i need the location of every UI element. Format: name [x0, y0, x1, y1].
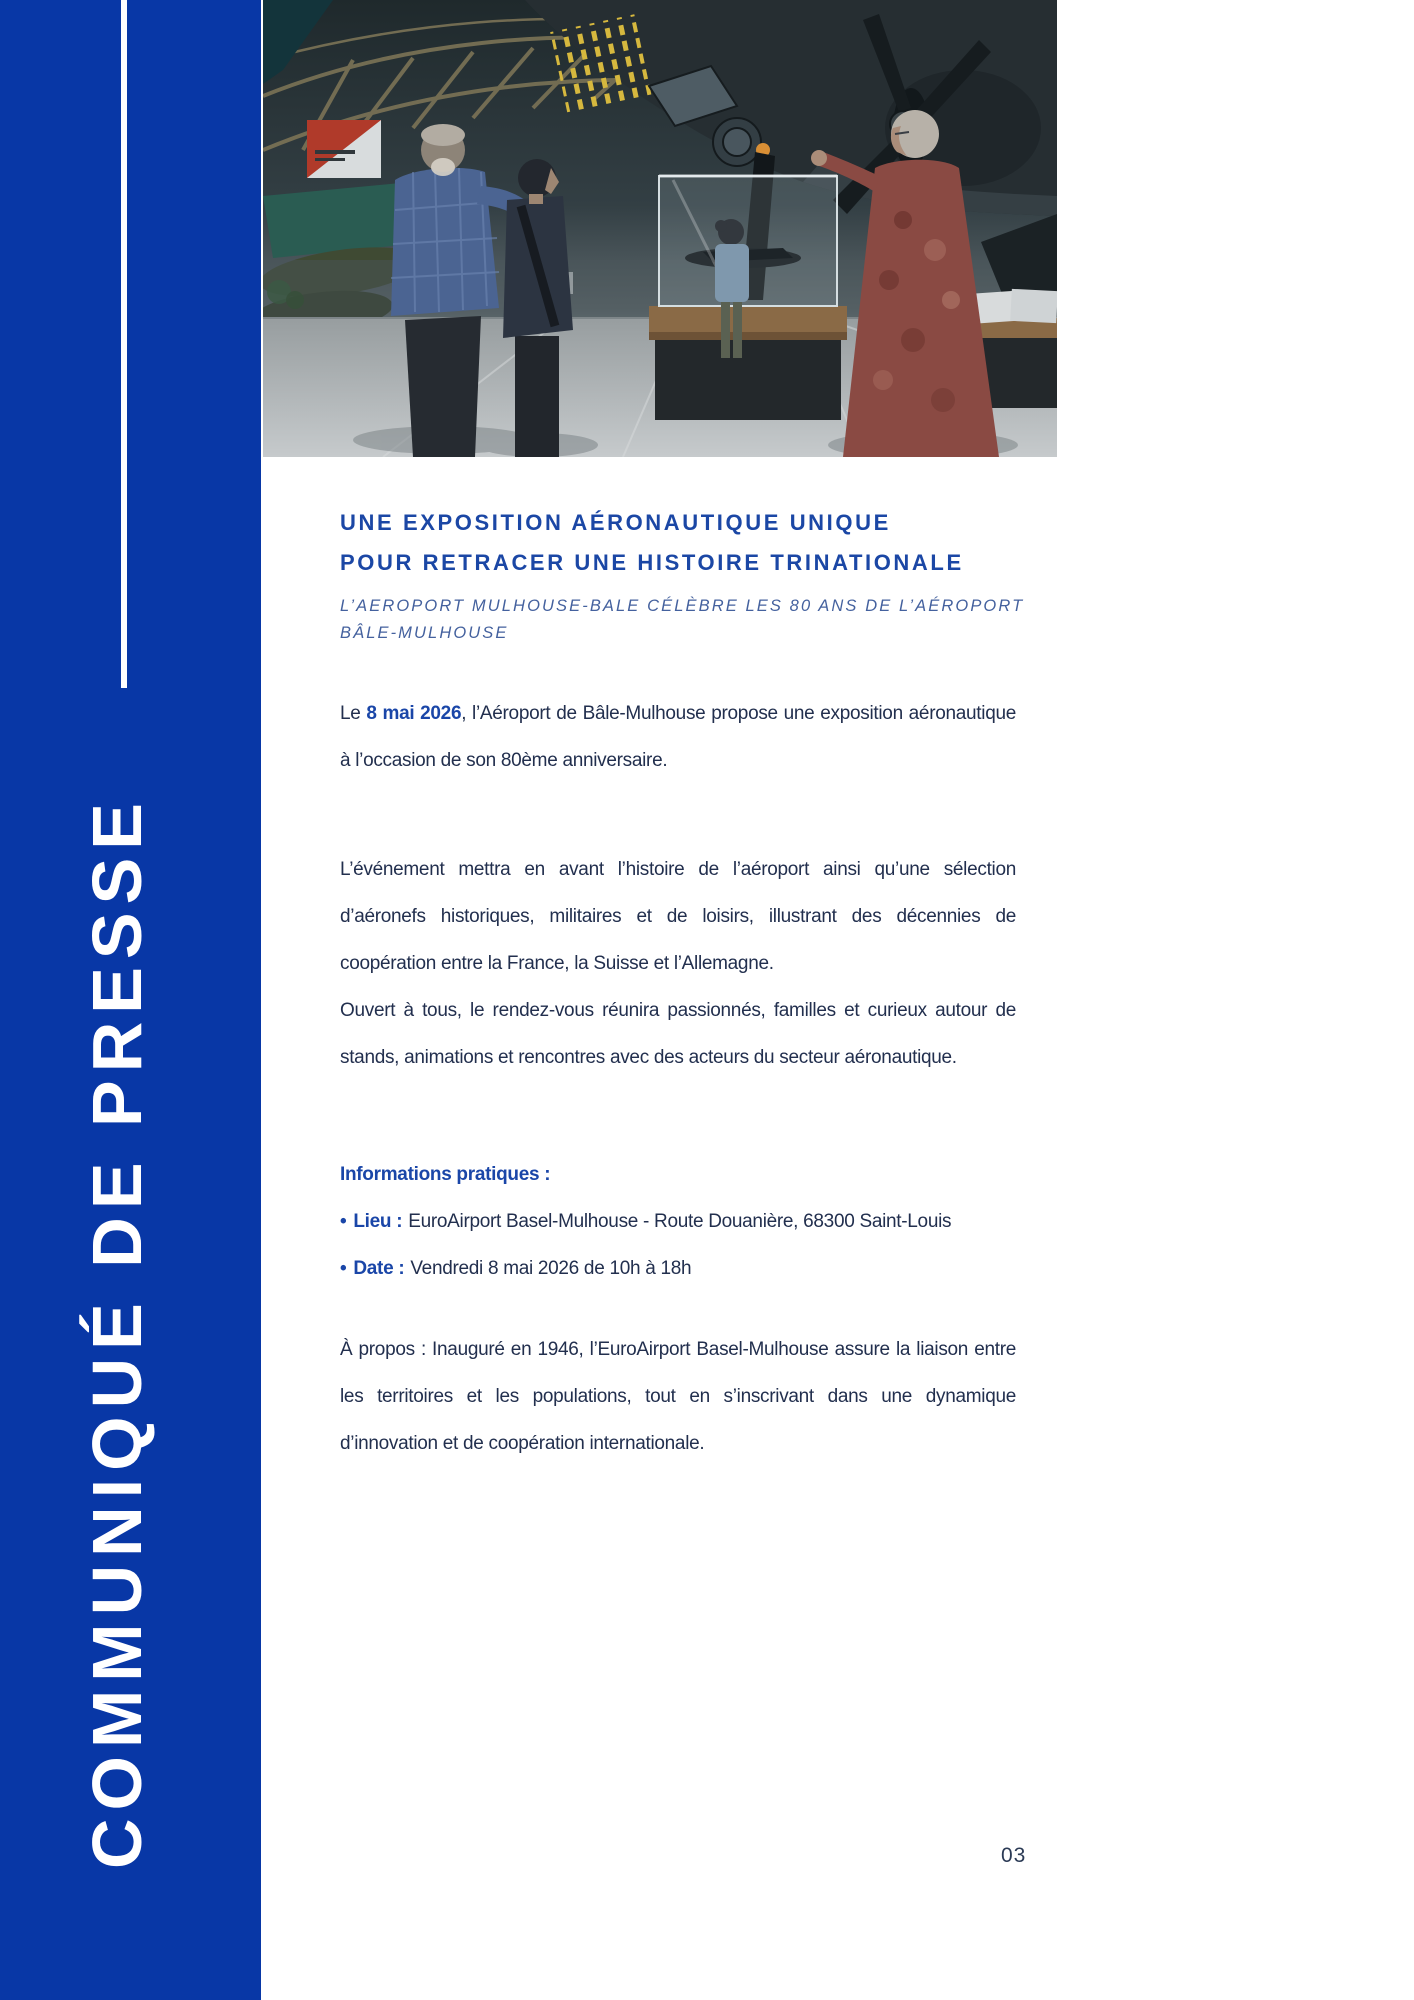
- paragraph-open-to-all: Ouvert à tous, le rendez-vous réunira passionnés, familles et curieux autour de stands, animations et rencontres avec des acteurs du secteur aéronautique.: [340, 1000, 1016, 1068]
- vertical-rule: [121, 0, 127, 688]
- wall-banner: [307, 120, 381, 178]
- page-number: 03: [1001, 1844, 1027, 1867]
- bullet-icon: •: [340, 1258, 347, 1279]
- date-value: Vendredi 8 mai 2026 de 10h à 18h: [410, 1258, 692, 1279]
- bullet-icon: •: [340, 1211, 347, 1232]
- body-paragraphs: [340, 846, 1016, 1081]
- paragraph-event-history: L’événement mettra en avant l’histoire de l’aéroport ainsi qu’une sélection d’aéronefs historiques, militaires et de loisirs, illustrant des décennies de coopération entre la France, la Suisse et l’Allemagne.: [340, 859, 1016, 974]
- intro-rest: , l’Aéroport de Bâle-Mulhouse propose une exposition aéronautique à l’occasion de son 80ème anniversaire.: [340, 703, 1016, 771]
- article-subtitle: L’AEROPORT MULHOUSE-BALE CÉLÈBRE LES 80 ANS DE L’AÉROPORT BÂLE-MULHOUSE: [340, 597, 1025, 642]
- title-line-1: UNE EXPOSITION AÉRONAUTIQUE UNIQUE: [340, 510, 891, 535]
- article-title: [340, 503, 1040, 583]
- info-item-location: [340, 1198, 1040, 1245]
- practical-info-heading: Informations pratiques :: [340, 1164, 551, 1185]
- practical-info: [340, 1151, 1040, 1292]
- intro-paragraph: [340, 690, 1016, 784]
- event-date-highlight: 8 mai 2026: [366, 703, 462, 724]
- hero-photo: [263, 0, 1057, 457]
- title-line-2: POUR RETRACER UNE HISTOIRE TRINATIONALE: [340, 550, 964, 575]
- location-label: Lieu :: [353, 1211, 403, 1232]
- paragraph-about: À propos : Inauguré en 1946, l’EuroAirport Basel-Mulhouse assure la liaison entre les territoires et les populations, tout en s’inscrivant dans une dynamique d’innovation et de coopération internationale.: [340, 1339, 1016, 1454]
- press-release-vertical-label: COMMUNIQUÉ DE PRESSE: [78, 795, 156, 1869]
- info-item-date: [340, 1245, 1040, 1292]
- intro-prefix: Le: [340, 703, 367, 724]
- about-paragraph: [340, 1326, 1016, 1467]
- bomb-tally-marks: [550, 14, 652, 114]
- date-label: Date :: [353, 1258, 405, 1279]
- sidebar: [0, 0, 261, 2000]
- location-value: EuroAirport Basel-Mulhouse - Route Douanière, 68300 Saint-Louis: [408, 1211, 952, 1232]
